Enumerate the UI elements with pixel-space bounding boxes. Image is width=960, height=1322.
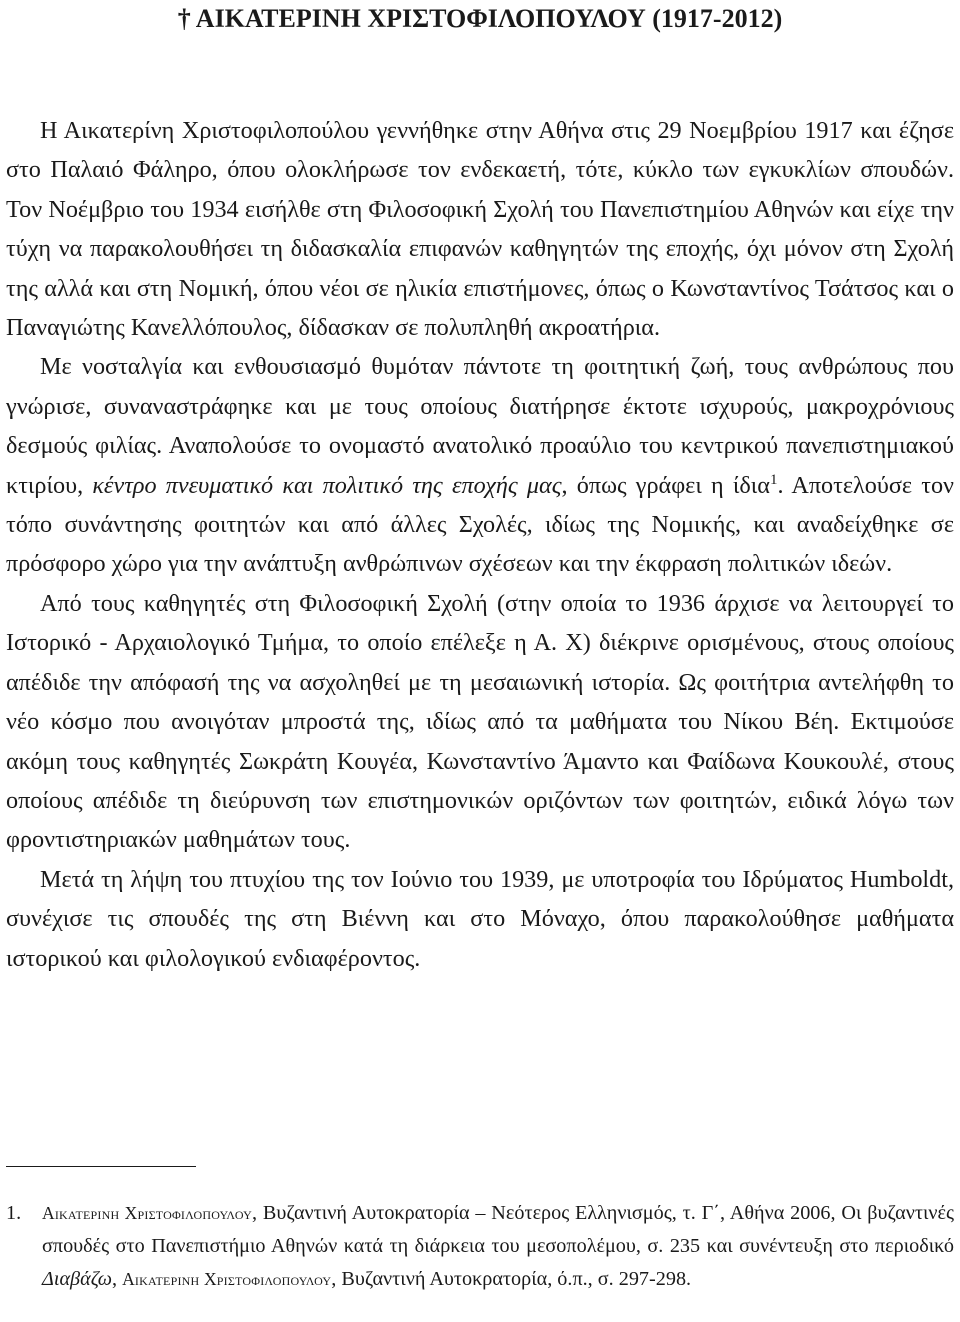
paragraph-4 xyxy=(6,860,954,978)
paragraph-1 xyxy=(6,111,954,347)
footnote-text-c: , Βυζαντινή Αυτοκρατορία, ό.π., σ. 297-298. xyxy=(331,1268,692,1290)
footnote-1 xyxy=(6,1197,954,1296)
footnote-reference[interactable]: 1 xyxy=(769,471,778,488)
paragraph-3 xyxy=(6,584,954,860)
footnote-divider xyxy=(6,1166,196,1167)
footnote-number: 1. xyxy=(6,1202,22,1224)
paragraph-3-text: Από τους καθηγητές στη Φιλοσοφική Σχολή (στην οποία το 1936 άρχισε να λειτουργεί το Ιστορικό - Αρχαιολογικό Τμήμα, το οποίο επέλεξε η Α. Χ) διέκρινε ορισμένους, στους οποίους απέδιδε την απόφασή της να ασχοληθεί με τη μεσαιωνική ιστορία. Ως φοιτήτρια αντελήφθη το νέο κόσμο που ανοιγόταν μπροστά της, ιδίως από τα μαθήματα του Νίκου Βέη. Εκτιμούσε ακόμη τους καθηγητές Σωκράτη Κουγέα, Κωνσταντίνο Άμαντο και Φαίδωνα Κουκουλέ, στους οποίους απέδιδε τη διεύρυνση των επιστημονικών οριζόντων των φοιτητών, ειδικά λόγω των φροντιστηριακών μαθημάτων τους. xyxy=(6,589,954,854)
footnote-text-a: , Βυζαντινή Αυτοκρατορία – Νεότερος Ελληνισμός, τ. Γ΄, Αθήνα 2006, Οι βυζαντινές σπουδές στο Πανεπιστήμιο Αθηνών κατά τη διάρκεια του μεσοπολέμου, σ. 235 και συνέντευξη στο περιοδικό xyxy=(42,1202,954,1257)
footnotes xyxy=(6,1197,954,1296)
paragraph-4-text: Μετά τη λήψη του πτυχίου της τον Ιούνιο του 1939, με υποτροφία του Ιδρύματος Humboldt, συνέχισε τις σπουδές της στη Βιέννη και στο Μόναχο, όπου παρακολούθησε μαθήματα ιστορικού και φιλολογικού ενδιαφέροντος. xyxy=(6,865,954,972)
footnote-author: Αικατερινη Χριστοφιλοπουλου xyxy=(42,1203,252,1223)
paragraph-1-text: Η Αικατερίνη Χριστοφιλοπούλου γεννήθηκε στην Αθήνα στις 29 Νοεμβρίου 1917 και έζησε στο Παλαιό Φάληρο, όπου ολοκλήρωσε τον ενδεκαετή, τότε, κύκλο των εγκυκλίων σπουδών. Τον Νοέμβριο του 1934 εισήλθε στη Φιλοσοφική Σχολή του Πανεπιστημίου Αθηνών και είχε την τύχη να παρακολουθήσει τη διδασκαλία επιφανών καθηγητών της εποχής, όχι μόνον στη Σχολή της αλλά και στη Νομική, όπου νέοι σε ηλικία επιστήμονες, όπως ο Κωνσταντίνος Τσάτσος και ο Παναγιώτης Κανελλόπουλος, δίδασκαν σε πολυπληθή ακροατήρια. xyxy=(6,117,954,342)
document-page xyxy=(6,0,954,1322)
footnote-author-2: Αικατερινη Χριστοφιλοπουλου xyxy=(122,1269,332,1289)
paragraph-2-text-a: Με νοσταλγία και ενθουσιασμό θυμόταν πάντοτε τη φοιτητική ζωή, τους ανθρώπους που γνώρισε, συναναστράφηκε και με τους οποίους διατήρησε έκτοτε ισχυρούς, μακροχρόνιους δεσμούς φιλίας. Αναπολούσε το ονομαστό ανατολικό προαύλιο του κεντρικού πανεπιστημιακού κτιρίου, xyxy=(6,353,954,499)
paragraph-2 xyxy=(6,347,954,583)
paragraph-2-text-c: . Αποτελούσε τον τόπο συνάντησης φοιτητών και από άλλες Σχολές, ιδίως της Νομικής, και αναδείχθηκε σε πρόσφορο χώρο για την ανάπτυξη ανθρώπινων σχέσεων και την έκφραση πολιτικών ιδεών. xyxy=(6,471,954,578)
page-title: † ΑΙΚΑΤΕΡΙΝΗ ΧΡΙΣΤΟΦΙΛΟΠΟΥΛΟΥ (1917-2012) xyxy=(177,4,783,33)
paragraph-2-text-b: , όπως γράφει η ίδια xyxy=(561,471,770,499)
footnote-text-b: , xyxy=(111,1268,123,1290)
footnote-journal: Διαβάζω xyxy=(42,1268,112,1290)
article-body xyxy=(6,111,954,978)
paragraph-2-quote: κέντρο πνευματικό και πολιτικό της εποχής μας xyxy=(92,471,562,499)
